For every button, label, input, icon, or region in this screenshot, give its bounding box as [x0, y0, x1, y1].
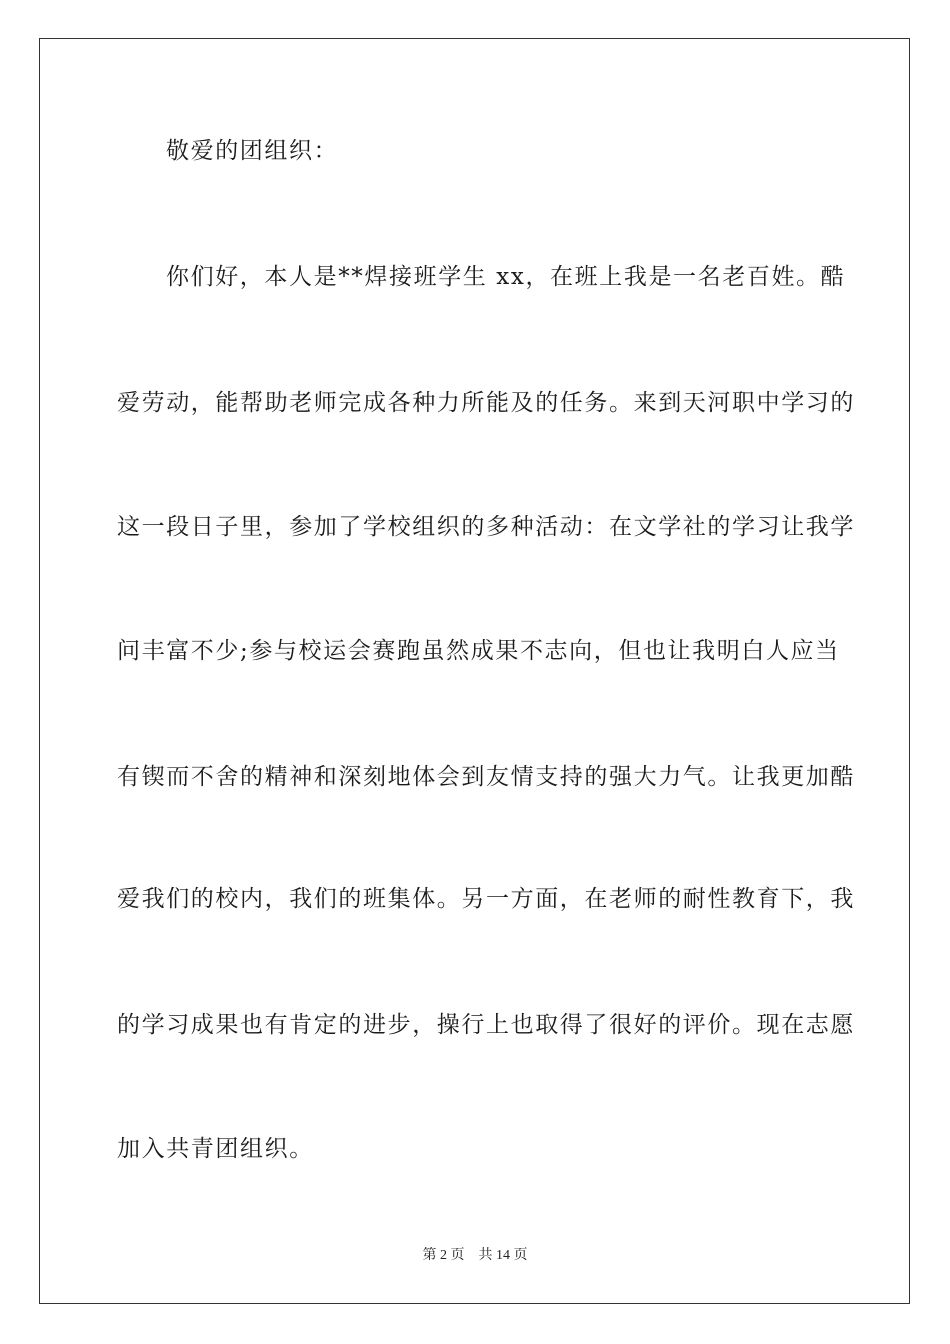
page-number: 第 2 页 [422, 1248, 465, 1263]
body-line-7: 的学习成果也有肯定的进步，操行上也取得了很好的评价。现在志愿 [117, 1012, 855, 1038]
page-total: 共 14 页 [478, 1248, 528, 1263]
page-border [39, 38, 910, 1304]
page-footer [0, 1244, 950, 1264]
body-line-1: 你们好，本人是**焊接班学生 xx，在班上我是一名老百姓。酷 [166, 264, 846, 290]
body-line-6: 爱我们的校内，我们的班集体。另一方面，在老师的耐性教育下，我 [117, 886, 855, 912]
body-line-4: 问丰富不少;参与校运会赛跑虽然成果不志向，但也让我明白人应当 [117, 638, 840, 664]
body-line-2: 爱劳动，能帮助老师完成各种力所能及的任务。来到天河职中学习的 [117, 390, 855, 416]
body-line-8: 加入共青团组织。 [117, 1136, 314, 1162]
body-line-5: 有锲而不舍的精神和深刻地体会到友情支持的强大力气。让我更加酷 [117, 764, 855, 790]
salutation: 敬爱的团组织： [166, 138, 339, 164]
body-line-3: 这一段日子里，参加了学校组织的多种活动：在文学社的学习让我学 [117, 514, 855, 540]
